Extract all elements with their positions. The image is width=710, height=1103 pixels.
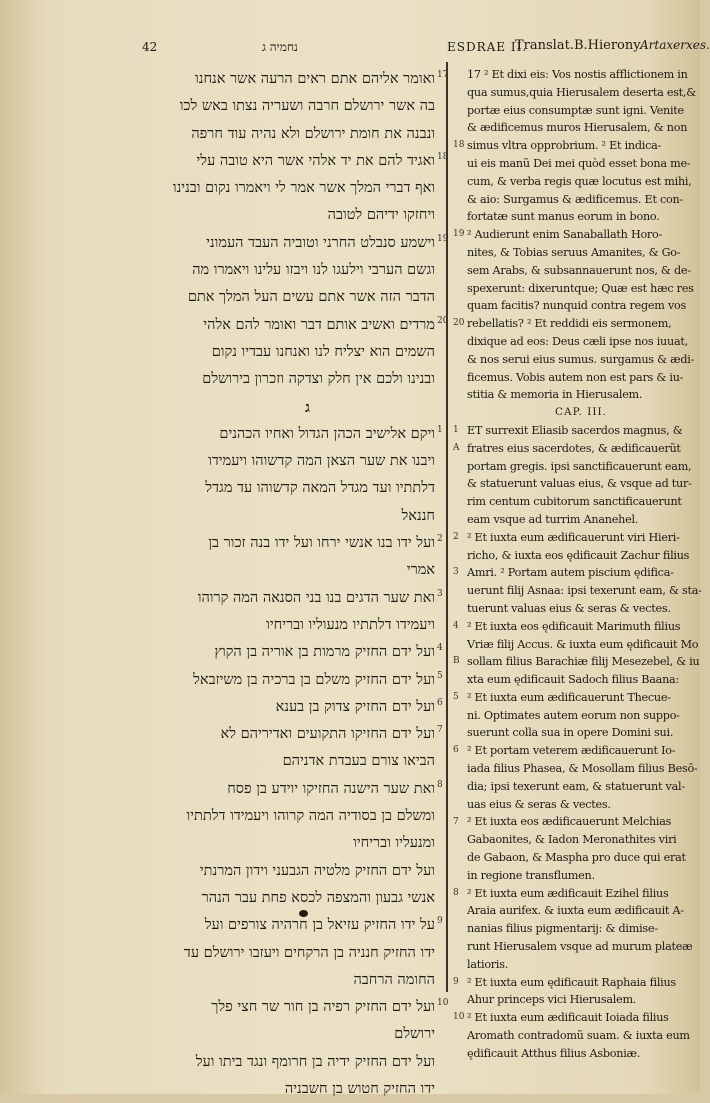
latin-text-line: sollam filius Barachiæ filij Mesezebel, & iu xyxy=(467,655,700,669)
latin-verse-number: 1 xyxy=(453,425,459,435)
hebrew-running-title: נחמיה ג xyxy=(262,40,298,54)
latin-text-line: CAP. III. xyxy=(554,406,607,419)
latin-text-line: Vriæ filij Accus. & iuxta eum ędificauit Mo xyxy=(467,637,699,651)
hebrew-verse-number: 17 xyxy=(437,70,449,80)
hebrew-text-line: ועל ידם החזיק צדוק בן בענא xyxy=(275,698,435,715)
hebrew-verse-number: 2 xyxy=(437,534,443,545)
hebrew-text-line: ועל ידם החזיקו התקועים ואדיריהם לא xyxy=(220,726,435,743)
latin-text-line: in regione transflumen. xyxy=(467,868,595,882)
hebrew-text-line: ואת שער הישנה החזיקו יוידע בן פסח xyxy=(227,780,435,797)
hebrew-text-column xyxy=(172,66,435,1103)
page-number: 42 xyxy=(142,40,158,54)
hebrew-verse-number: 1 xyxy=(437,424,443,435)
latin-text-line: richo, & iuxta eos ędificauit Zachur filius xyxy=(467,548,690,562)
latin-text-line: Gabaonites, & Iadon Meronathites viri xyxy=(467,833,677,847)
latin-text-line: eam vsque ad turrim Ananehel. xyxy=(467,512,639,526)
hebrew-verse-number: 18 xyxy=(437,151,449,162)
latin-text-line: ui eis manũ Dei mei quòd esset bona me- xyxy=(467,156,691,170)
latin-text-line: ² Et iuxta eum ædificauerunt viri Hieri- xyxy=(467,530,680,544)
hebrew-text-line: ירושלם xyxy=(394,1026,435,1043)
latin-text-line: ² Et iuxta eum ædificauit Ezihel filius xyxy=(467,886,669,900)
hebrew-text-line: וישמע סנבלט החרני וטוביה העבד העמוני xyxy=(206,234,435,251)
latin-text-line: cum, & verba regis quæ locutus est mihi, xyxy=(467,174,692,188)
latin-text-line: dia; ipsi texerunt eam, & statuerunt val- xyxy=(467,779,685,793)
latin-verse-number: 20 xyxy=(453,318,465,329)
latin-verse-number: 7 xyxy=(453,816,459,827)
latin-text-line: xta eum ędificauit Sadoch filius Baana: xyxy=(467,673,679,687)
latin-text-line: qua sumus,quia Hierusalem deserta est,& xyxy=(467,85,696,99)
latin-text-line: & ædificemus muros Hierusalem, & non xyxy=(467,121,688,135)
book-running-title: ESDRAE II. xyxy=(447,40,528,54)
latin-text-line: dixique ad eos: Deus cæli ipse nos iuuat, xyxy=(467,334,688,348)
hebrew-text-line: ואת שער הדגים בנו בני הסנאה המה קרוהו xyxy=(197,589,435,606)
hebrew-text-line: ואומר אליהם אתם ראים הרעה אשר אנחנו xyxy=(195,71,435,87)
latin-text-line: ² Et iuxta eos ędificauit Marimuth filius xyxy=(467,619,681,633)
latin-text-line: uerunt filij Asnaa: ipsi texerunt eam, & sta- xyxy=(467,584,702,598)
hebrew-text-line: החומה הרחבה xyxy=(353,971,435,988)
hebrew-text-line: אמרי xyxy=(406,562,435,579)
hebrew-text-line: ויעמידו דלתתיו מנעוליו ובריחיו xyxy=(266,616,435,633)
latin-text-line: portam gregis. ipsi sanctificauerunt eam, xyxy=(467,459,692,473)
latin-verse-number: 9 xyxy=(453,976,459,987)
latin-text-line: runt Hierusalem vsque ad murum plateæ xyxy=(467,940,693,954)
hebrew-text-line: ועל ידם החזיק מלטיה הגבעני וידון המרנתי xyxy=(199,862,435,879)
latin-text-line: nites, & Tobias seruus Amanites, & Go- xyxy=(467,245,681,259)
latin-verse-number: A xyxy=(453,442,460,453)
hebrew-text-line: על ידו החזיק עזיאל בן חרהיה צורפים ועל xyxy=(204,917,435,934)
latin-text-line: 17 ² Et dixi eis: Vos nostis afflictionem in xyxy=(467,68,688,81)
page-header xyxy=(0,36,710,60)
latin-text-line: & nos serui eius sumus. surgamus & ædi- xyxy=(467,352,695,366)
hebrew-verse-number: 8 xyxy=(437,779,443,790)
hebrew-text-line: ויקם אלישיב הכהן הגדול ואחיו הכהנים xyxy=(219,425,435,442)
hebrew-text-line: הביאו צורם בעבדת אדניהם xyxy=(282,753,435,770)
latin-text-line: Araia aurifex. & iuxta eum ædificauit A- xyxy=(467,904,684,918)
latin-text-line: fratres eius sacerdotes, & ædificauerũt xyxy=(467,441,681,455)
latin-text-line: portæ eius consumptæ sunt igni. Venite xyxy=(467,103,684,117)
latin-text-line: de Gabaon, & Maspha pro duce qui erat xyxy=(467,851,686,865)
latin-text-line: sem Arabs, & subsannauerunt nos, & de- xyxy=(467,263,691,277)
latin-text-line: rim centum cubitorum sanctificauerunt xyxy=(467,495,682,509)
hebrew-text-line: ובנינו ולכם אין חלק וצדקה וזכרון בירושלם xyxy=(202,371,435,388)
hebrew-text-line: ועל ידו בנו אנשי ירחו ועל ידו בנה זכור בן xyxy=(208,535,435,552)
latin-text-line: nanias filius pigmentarij: & dimise- xyxy=(467,922,658,936)
latin-verse-number: 5 xyxy=(453,692,459,702)
hebrew-text-line: ועל ידם החזיק ידיה בן חרומף ונגד ביתו ועל xyxy=(195,1053,435,1070)
hebrew-verse-number: 10 xyxy=(437,998,449,1009)
hebrew-verse-number: 3 xyxy=(437,588,443,599)
latin-verse-number: 6 xyxy=(453,745,459,756)
latin-verse-number: 3 xyxy=(453,567,459,578)
hebrew-text-line: מרדים ואשיב אותם דבר ואומר להם אלהי xyxy=(203,316,435,333)
ink-blot xyxy=(299,910,308,917)
latin-text-line: ² Et iuxta eum ædificauerunt Thecue- xyxy=(467,690,671,704)
latin-text-line: latioris. xyxy=(467,957,509,971)
hebrew-text-line: ואגיד להם את יד אלהי אשר היא טובה עלי xyxy=(196,152,435,169)
hebrew-verse-number: 4 xyxy=(437,643,443,654)
hebrew-text-line: ונבנה את חומת ירושלם ולא נהיה עוד חרפה xyxy=(191,125,435,142)
latin-verse-number: 18 xyxy=(453,140,465,151)
hebrew-text-line: הדבר הזה אשר אתם עשים העל המלך אתם xyxy=(187,289,435,306)
latin-text-line: Amri. ² Portam autem piscium ędifica- xyxy=(467,566,674,580)
latin-text-line: tuerunt valuas eius & seras & vectes. xyxy=(467,601,671,615)
hebrew-text-line: ומשלם בן בסודיה המה קרוהו ויעמידו דלתתיו xyxy=(186,808,435,825)
hebrew-text-line: ואף דברי המלך אשר אמר לי ויאמרו נקום ובנינו xyxy=(172,180,435,197)
hebrew-text-line: בה אשר ירושלם חרבה ושעריה נצתו באש לכו xyxy=(179,98,435,115)
hebrew-verse-number: 6 xyxy=(437,697,443,708)
latin-verse-number: 4 xyxy=(453,620,459,631)
latin-text-line: Ahur princeps vici Hierusalem. xyxy=(467,993,637,1007)
hebrew-verse-number: 9 xyxy=(437,916,443,927)
latin-text-line: ni. Optimates autem eorum non suppo- xyxy=(467,708,680,722)
latin-text-line: spexerunt: dixeruntque; Quæ est hæc res xyxy=(467,281,694,295)
latin-text-line: iada filius Phasea, & Mosollam filius Besō- xyxy=(467,762,698,776)
translation-running-title: Translat.B.Hierony. xyxy=(515,38,643,53)
hebrew-verse-number: 19 xyxy=(437,233,449,244)
latin-text-column xyxy=(467,66,702,1063)
latin-text-line: & statuerunt valuas eius, & vsque ad tur- xyxy=(467,477,692,491)
latin-text-line: uas eius & seras & vectes. xyxy=(467,797,611,811)
latin-text-line: ficemus. Vobis autem non est pars & iu- xyxy=(467,370,684,384)
latin-verse-number: 19 xyxy=(453,229,465,240)
latin-text-line: quam facitis? nunquid contra regem vos xyxy=(467,299,686,313)
hebrew-verse-number: 5 xyxy=(437,670,443,681)
latin-verse-number: 8 xyxy=(453,887,459,898)
latin-text-line: ² Et iuxta eum ędificauit Raphaia filius xyxy=(467,975,676,989)
hebrew-text-line: ומנעליו ובריחיו xyxy=(353,835,435,852)
latin-text-line: suerunt colla sua in opere Domini sui. xyxy=(467,726,674,740)
hebrew-text-line: ועל ידם החזיק משלם בן ברכיה בן משיזבאל xyxy=(193,671,435,688)
hebrew-text-line: השמים הוא יצליח לנו ואנחנו עבדיו נקום xyxy=(211,343,435,360)
latin-text-line: ² Et portam veterem ædificauerunt Io- xyxy=(467,744,676,758)
running-italic-title: Artaxerxes. xyxy=(640,38,710,52)
hebrew-text-line: ועל ידם החזיק רפיה בן חור שר חצי פלך xyxy=(211,999,435,1016)
latin-text-line: ² Et iuxta eos ædificauerunt Melchias xyxy=(467,815,672,829)
latin-verse-number: 2 xyxy=(453,531,459,542)
latin-text-line: rebellatis? ² Et reddidi eis sermonem, xyxy=(467,317,672,331)
hebrew-text-line: ויבנו את שער הצאן המה קדשוהו ויעמידו xyxy=(208,453,435,470)
column-divider xyxy=(446,62,448,992)
latin-text-line: & aio: Surgamus & ædificemus. Et con- xyxy=(467,192,683,206)
hebrew-text-line: ידו החזיק חנניה בן הרקחים ויעזבו ירושלם עד xyxy=(183,944,435,961)
latin-text-line: ² Audierunt enim Sanaballath Horo- xyxy=(467,228,663,242)
latin-text-line: simus vltra opprobrium. ² Et indica- xyxy=(467,139,662,153)
latin-text-line: ędificauit Atthus filius Asboniæ. xyxy=(467,1046,641,1060)
hebrew-text-line: ועל ידם החזיק מרמות בן אוריה בן הקוץ xyxy=(214,644,435,661)
latin-verse-number: B xyxy=(453,656,460,667)
hebrew-text-line: ידו החזיק חטוש בן חשבניה xyxy=(284,1080,435,1097)
latin-text-line: stitia & memoria in Hierusalem. xyxy=(467,388,643,402)
latin-text-line: ² Et iuxta eum ædificauit Ioiada filius xyxy=(467,1011,669,1025)
hebrew-text-line: דלתתיו ועד מגדל המאה קדשוהו עד מגדל xyxy=(205,480,435,497)
latin-text-line: Aromath contradomũ suam. & iuxta eum xyxy=(467,1029,690,1043)
latin-text-line: ET surrexit Eliasib sacerdos magnus, & xyxy=(467,423,683,437)
latin-verse-number: 10 xyxy=(453,1012,465,1023)
latin-text-line: fortatæ sunt manus eorum in bono. xyxy=(467,210,660,224)
hebrew-text-line: אנשי גבעון והמצפה לכסא פחת עבר הנהר xyxy=(201,889,435,906)
hebrew-text-line: וגשם הערבי וילעגו לנו ויבזו עלינו ויאמרו מה xyxy=(192,262,435,279)
hebrew-verse-number: 7 xyxy=(437,725,443,736)
hebrew-text-line: חננאל xyxy=(401,507,435,524)
hebrew-text-line: ויחזקו ידיהם לטובה xyxy=(327,207,435,224)
hebrew-verse-number: 20 xyxy=(437,315,449,326)
hebrew-text-line: ג xyxy=(305,398,310,416)
